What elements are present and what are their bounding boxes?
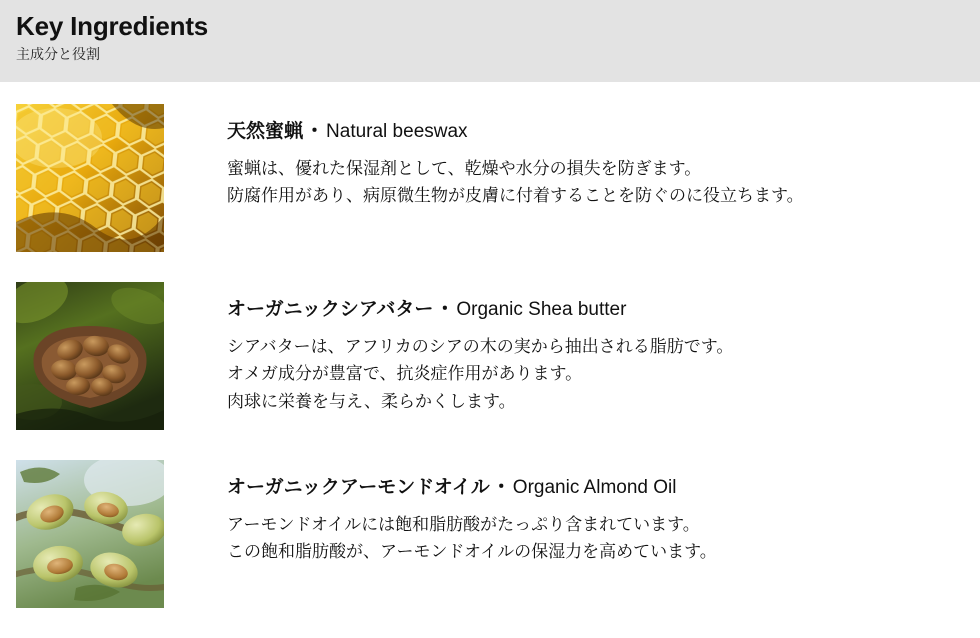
ingredient-description-line: この飽和脂肪酸が、アーモンドオイルの保湿力を高めています。 <box>227 542 717 562</box>
ingredient-description-line: オメガ成分が豊富で、抗炎症作用があります。 <box>227 364 583 384</box>
honeycomb-photo <box>16 104 164 252</box>
ingredient-heading <box>227 120 804 145</box>
page-header <box>0 0 980 82</box>
ingredient-text <box>164 104 804 210</box>
ingredient-name-ja: オーガニックアーモンドオイル <box>227 477 490 498</box>
ingredient-description-line: 蜜蝋は、優れた保湿剤として、乾燥や水分の損失を防ぎます。 <box>227 158 702 178</box>
ingredient-heading <box>227 298 733 323</box>
ingredient-name-en: Organic Shea butter <box>456 299 627 320</box>
ingredient-separator: ・ <box>305 121 325 142</box>
ingredient-name-ja: 天然蜜蝋 <box>227 121 304 142</box>
list-item <box>0 460 980 608</box>
ingredient-name-en: Organic Almond Oil <box>512 477 677 498</box>
ingredient-separator: ・ <box>435 299 455 320</box>
ingredient-name-en: Natural beeswax <box>326 121 468 142</box>
ingredient-description-line: 防腐作用があり、病原微生物が皮膚に付着することを防ぐのに役立ちます。 <box>227 186 804 206</box>
ingredient-description-line: アーモンドオイルには飽和脂肪酸がたっぷり含まれています。 <box>227 514 700 534</box>
ingredient-separator: ・ <box>491 477 511 498</box>
ingredient-text <box>164 282 733 415</box>
ingredient-description-line: シアバターは、アフリカのシアの木の実から抽出される脂肪です。 <box>227 336 734 356</box>
list-item <box>0 104 980 252</box>
shea-nuts-in-hands-photo <box>16 282 164 430</box>
ingredient-name-ja: オーガニックシアバター <box>227 299 434 320</box>
list-item <box>0 282 980 430</box>
ingredient-list <box>0 82 980 608</box>
ingredient-description-line: 肉球に栄養を与え、柔らかくします。 <box>227 391 516 411</box>
almonds-on-branch-photo <box>16 460 164 608</box>
page-subtitle: 主成分と役割 <box>16 45 100 62</box>
page-title: Key Ingredients <box>16 11 209 41</box>
ingredient-heading <box>227 476 717 501</box>
ingredient-text <box>164 460 717 566</box>
